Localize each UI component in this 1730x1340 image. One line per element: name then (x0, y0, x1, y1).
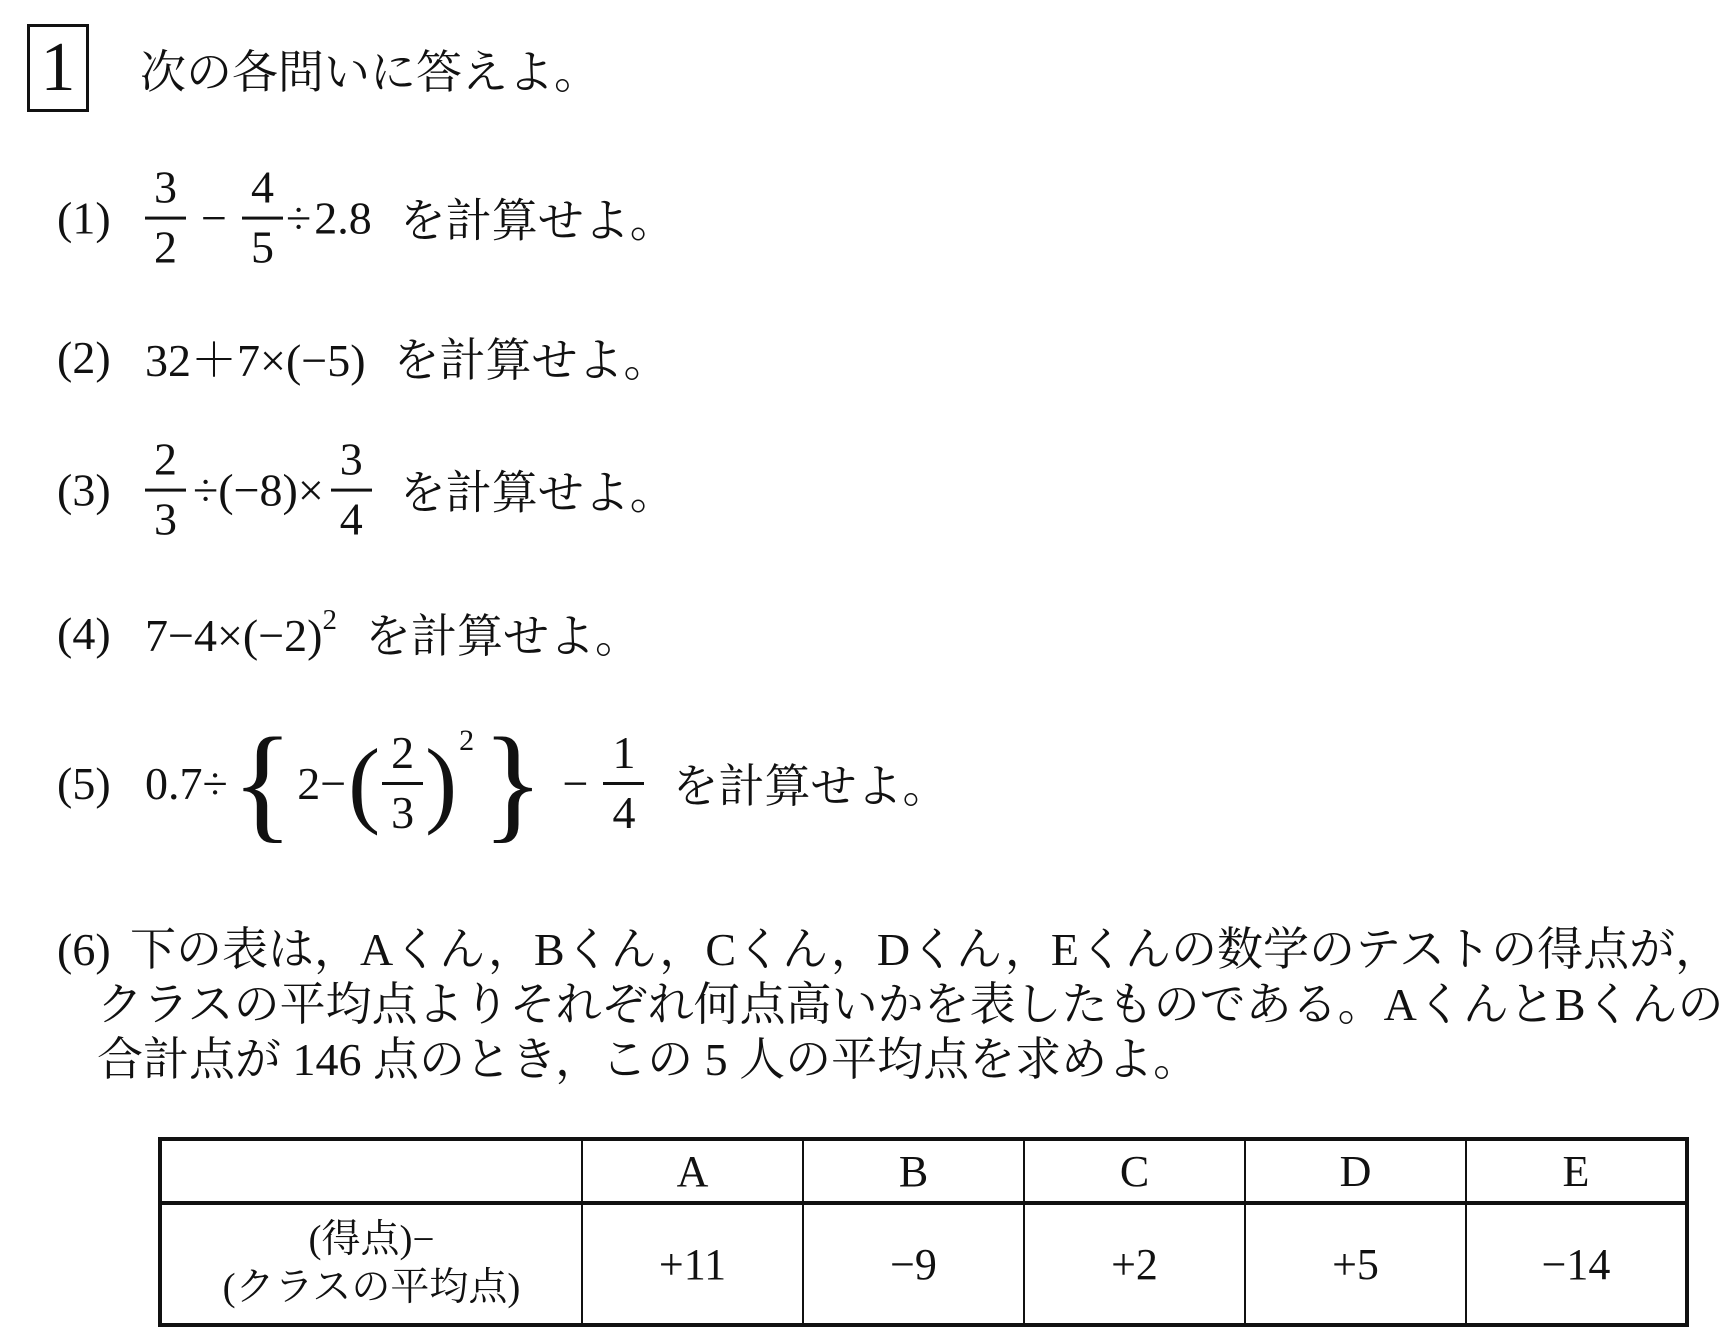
row-label-cell (160, 1203, 582, 1325)
fraction-denominator: 4 (331, 489, 372, 544)
problem-6-text2: クラスの平均点よりそれぞれ何点高いかを表したものである。AくんとBくんの (97, 979, 1724, 1030)
score-table (158, 1137, 1689, 1327)
open-brace: { (231, 712, 294, 854)
fraction (145, 433, 186, 545)
problem-5-label: (5) (57, 757, 111, 809)
middle-operators: ÷(−8)× (193, 464, 324, 516)
inner-term: 2− (297, 757, 347, 809)
fraction-numerator: 3 (154, 161, 177, 213)
table-data-row (160, 1203, 1687, 1325)
calc-instruction: を計算せよ。 (672, 761, 949, 812)
calc-instruction: を計算せよ。 (393, 335, 670, 386)
fraction-denominator: 3 (145, 489, 186, 544)
problem-6 (57, 922, 1724, 1087)
calc-instruction: を計算せよ。 (399, 468, 676, 519)
divide-operator: ÷ (285, 192, 312, 244)
close-brace: } (482, 712, 544, 854)
table-header-row (160, 1139, 1687, 1203)
fraction (145, 161, 186, 273)
problem-1-label: (1) (57, 192, 111, 244)
problem-3-label: (3) (57, 464, 111, 516)
expression-base: 7−4×(−2) (145, 610, 323, 661)
value-cell-c: +2 (1024, 1203, 1245, 1325)
operand: 2.8 (314, 192, 372, 244)
col-header-e: E (1466, 1139, 1687, 1203)
main-instruction: 次の各問いに答えよ。 (140, 47, 600, 98)
value-cell-e: −14 (1466, 1203, 1687, 1325)
expression (145, 604, 337, 662)
value-cell-a: +11 (582, 1203, 803, 1325)
value-cell-d: +5 (1245, 1203, 1466, 1325)
question-number: 1 (40, 29, 76, 106)
col-header-b: B (803, 1139, 1024, 1203)
problem-4-label: (4) (57, 607, 111, 659)
problem-5 (57, 712, 949, 854)
corner-cell (160, 1139, 582, 1203)
value-cell-b: −9 (803, 1203, 1024, 1325)
fraction-numerator: 2 (154, 433, 177, 485)
fraction-numerator: 2 (391, 726, 415, 778)
problem-3 (57, 433, 676, 545)
fraction (331, 433, 372, 545)
minus-operator: − (562, 757, 589, 809)
problem-1 (57, 161, 676, 273)
minus-operator: − (201, 192, 227, 244)
problem-6-line1 (57, 922, 1724, 977)
lead-term: 0.7÷ (145, 757, 228, 809)
fraction-denominator: 2 (145, 217, 186, 272)
calc-instruction: を計算せよ。 (364, 611, 641, 662)
calc-instruction: を計算せよ。 (399, 196, 676, 247)
question-number-box (27, 24, 89, 112)
row-label-line2: (クラスの平均点) (222, 1266, 521, 1309)
problem-2-label: (2) (57, 331, 111, 383)
exponent: 2 (459, 724, 475, 757)
exponent: 2 (322, 604, 337, 636)
fraction-denominator: 4 (603, 782, 644, 837)
fraction (382, 726, 423, 838)
fraction (242, 161, 283, 273)
fraction-denominator: 3 (382, 782, 423, 837)
col-header-a: A (582, 1139, 803, 1203)
fraction-numerator: 1 (612, 726, 636, 778)
problem-6-text3: 合計点が 146 点のとき，この 5 人の平均点を求めよ。 (97, 1034, 1200, 1085)
problem-6-label: (6) (57, 924, 111, 975)
fraction-denominator: 5 (242, 217, 283, 272)
problem-4 (57, 600, 641, 666)
problem-2 (57, 324, 670, 390)
col-header-d: D (1245, 1139, 1466, 1203)
expression: 32＋7×(−5) (145, 335, 366, 386)
close-paren: ) (425, 729, 458, 836)
col-header-c: C (1024, 1139, 1245, 1203)
fraction-numerator: 4 (250, 161, 274, 213)
problem-6-text1: 下の表は，Aくん，Bくん，Cくん，Dくん，Eくんの数学のテストの得点が， (130, 924, 1722, 975)
row-label-line1: (得点)− (308, 1218, 435, 1261)
open-paren: ( (348, 729, 381, 836)
fraction-numerator: 3 (339, 433, 363, 485)
fraction (603, 726, 644, 838)
